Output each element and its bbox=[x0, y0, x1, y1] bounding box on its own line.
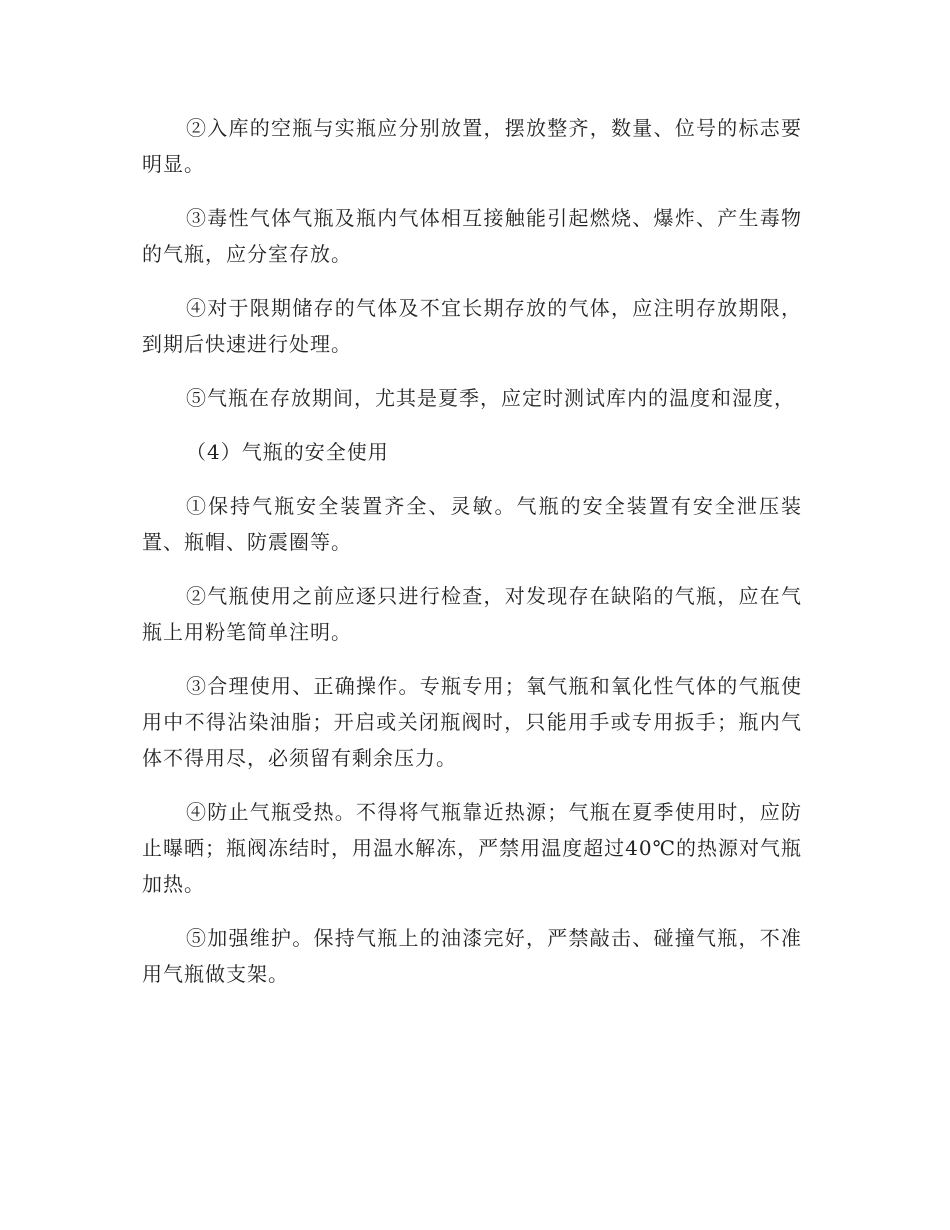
document-body bbox=[142, 110, 802, 1010]
paragraph-proper-operation: ③合理使用、正确操作。专瓶专用；氧气瓶和氧化性气体的气瓶使用中不得沾染油脂；开启或关闭瓶阀时，只能用手或专用扳手；瓶内气体不得用尽，必须留有剩余压力。 bbox=[142, 674, 802, 770]
paragraph-summer-temperature-humidity: ⑤气瓶在存放期间，尤其是夏季，应定时测试库内的温度和湿度， bbox=[186, 386, 795, 410]
section-heading-safe-use: （4）气瓶的安全使用 bbox=[186, 440, 389, 464]
paragraph-empty-full-cylinder-storage: ②入库的空瓶与实瓶应分别放置，摆放整齐，数量、位号的标志要明显。 bbox=[142, 116, 802, 176]
paragraph-toxic-gas-separate-rooms: ③毒性气体气瓶及瓶内气体相互接触能引起燃烧、爆炸、产生毒物的气瓶，应分室存放。 bbox=[142, 206, 802, 266]
paragraph-limited-storage-period: ④对于限期储存的气体及不宜长期存放的气体，应注明存放期限，到期后快速进行处理。 bbox=[142, 296, 802, 356]
paragraph-prevent-heating: ④防止气瓶受热。不得将气瓶靠近热源；气瓶在夏季使用时，应防止曝晒；瓶阀冻结时，用温水解冻，严禁用温度超过40℃的热源对气瓶加热。 bbox=[142, 800, 802, 896]
paragraph-safety-devices: ①保持气瓶安全装置齐全、灵敏。气瓶的安全装置有安全泄压装置、瓶帽、防震圈等。 bbox=[142, 494, 802, 554]
paragraph-maintenance: ⑤加强维护。保持气瓶上的油漆完好，严禁敲击、碰撞气瓶，不准用气瓶做支架。 bbox=[142, 926, 802, 986]
paragraph-inspection-before-use: ②气瓶使用之前应逐只进行检查，对发现存在缺陷的气瓶，应在气瓶上用粉笔简单注明。 bbox=[142, 584, 802, 644]
